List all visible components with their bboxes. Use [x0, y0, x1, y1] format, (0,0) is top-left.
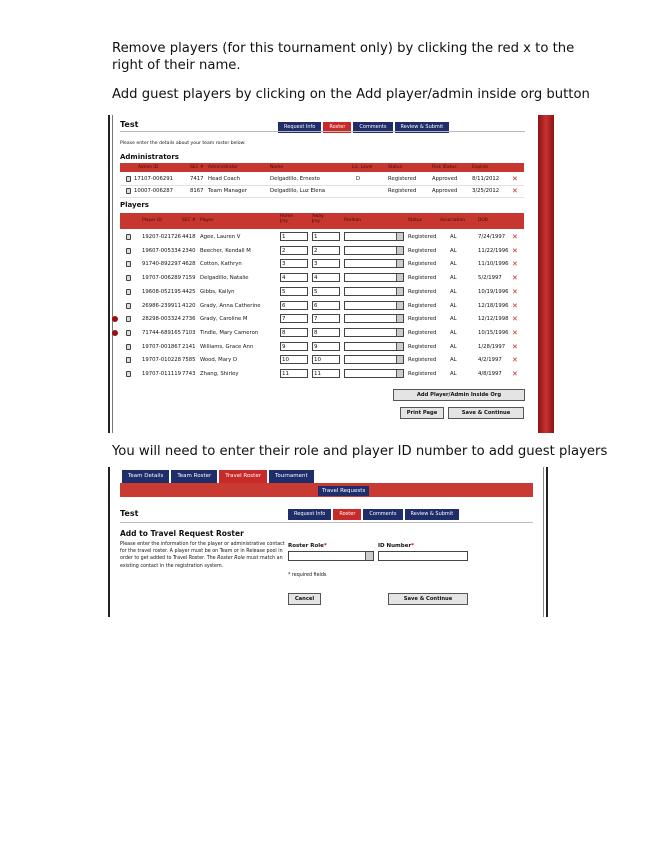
away-jersey-input[interactable]: 2 — [312, 246, 340, 255]
player-status: Registered — [408, 288, 437, 295]
home-jersey-input[interactable]: 7 — [280, 314, 308, 323]
col-sec: SEC # — [190, 165, 204, 170]
position-select[interactable] — [344, 232, 404, 241]
player-name: Gibbs, Kailyn — [200, 288, 235, 295]
add-travel-heading: Add to Travel Request Roster — [120, 529, 244, 538]
player-association: AL — [450, 234, 457, 240]
away-jersey-input[interactable]: 8 — [312, 328, 340, 337]
table-row — [120, 173, 524, 185]
table-row — [120, 354, 524, 366]
table-row — [120, 185, 524, 197]
player-dob: 10/19/1996 — [478, 288, 509, 295]
description-emphasis: Roster Role — [217, 556, 245, 562]
away-jersey-input[interactable]: 11 — [312, 369, 340, 378]
remove-icon[interactable]: ✕ — [512, 246, 518, 255]
player-association: AL — [450, 329, 457, 336]
player-association: AL — [450, 316, 457, 323]
travel-requests-link[interactable]: Travel Requests — [318, 486, 369, 496]
id-number-label — [378, 543, 414, 549]
remove-icon[interactable]: ✕ — [512, 356, 518, 365]
away-jersey-input[interactable]: 4 — [312, 273, 340, 282]
away-jersey-input[interactable]: 7 — [312, 314, 340, 323]
admin-name: Delgadillo, Luz Elena — [270, 188, 326, 194]
player-sec: 2340 — [182, 247, 196, 254]
right-border-inner — [543, 467, 544, 617]
player-sec: 7159 — [182, 275, 196, 282]
player-id: 19608-052195 — [142, 288, 181, 295]
required-fields-note: * required fields — [288, 573, 327, 578]
tab-request-info[interactable]: Request Info — [288, 509, 331, 520]
tab-roster[interactable]: Roster — [323, 122, 351, 133]
player-sec: 4425 — [182, 288, 196, 295]
player-dob: 12/18/1996 — [478, 302, 509, 309]
table-row — [120, 341, 524, 353]
col-risk-status: Risk Status — [432, 165, 457, 170]
admin-risk-status: Approved — [432, 188, 458, 194]
admin-role: Team Manager — [208, 188, 247, 194]
player-association: AL — [450, 371, 457, 377]
col-name: Name — [270, 165, 283, 170]
tab-review-submit[interactable]: Review & Submit — [395, 122, 450, 133]
col-status: Status — [388, 165, 402, 170]
player-name: Williams, Grace Ann — [200, 343, 254, 350]
remove-icon[interactable]: ✕ — [512, 233, 518, 241]
away-jersey-input[interactable]: 10 — [312, 355, 340, 364]
add-player-admin-button[interactable]: Add Player/Admin Inside Org — [393, 389, 525, 401]
col-dob: DOB — [478, 218, 488, 223]
tab-travel-roster[interactable]: Travel Roster — [219, 470, 267, 483]
position-select[interactable] — [344, 342, 404, 351]
remove-icon[interactable]: ✕ — [512, 274, 518, 283]
print-page-button[interactable]: Print Page — [400, 407, 444, 419]
home-jersey-input[interactable]: 5 — [280, 287, 308, 296]
player-id: 91740-892297 — [142, 261, 181, 268]
player-status: Registered — [408, 329, 437, 336]
save-continue-button[interactable]: Save & Continue — [448, 407, 524, 419]
player-dob: 1/28/1997 — [478, 343, 506, 350]
admin-id: 10007-006287 — [134, 188, 173, 194]
release-icon — [112, 316, 118, 322]
col-admin-id: Admin ID — [138, 165, 159, 170]
player-association: AL — [450, 261, 457, 268]
right-border — [546, 467, 548, 617]
col-player-status: Status — [408, 218, 422, 223]
player-sec: 4120 — [182, 302, 196, 309]
lock-icon — [126, 234, 131, 240]
player-sec: 4628 — [182, 261, 196, 268]
player-association: AL — [450, 357, 457, 364]
divider — [120, 131, 525, 132]
lock-icon — [126, 316, 131, 322]
tab-request-info[interactable]: Request Info — [278, 122, 321, 133]
lock-icon — [126, 188, 131, 194]
divider — [120, 522, 533, 523]
roster-description: Please enter the details about your team roster below: — [120, 141, 246, 146]
lock-icon — [126, 303, 131, 309]
home-jersey-input[interactable]: 11 — [280, 369, 308, 378]
table-row — [120, 300, 524, 312]
player-id: 19707-001867 — [142, 343, 181, 350]
home-jersey-input[interactable]: 2 — [280, 246, 308, 255]
away-jersey-input[interactable]: 3 — [312, 259, 340, 268]
player-dob: 4/8/1997 — [478, 371, 502, 377]
id-number-label-text: ID Number — [378, 543, 412, 549]
player-name: Delgadillo, Natalie — [200, 275, 249, 282]
col-association: Association — [440, 218, 465, 223]
remove-icon[interactable]: ✕ — [512, 175, 518, 183]
save-continue-button[interactable]: Save & Continue — [388, 593, 468, 605]
home-jersey-input[interactable]: 8 — [280, 328, 308, 337]
admin-status: Registered — [388, 176, 417, 182]
player-dob: 4/2/1997 — [478, 357, 502, 364]
position-select[interactable] — [344, 314, 404, 323]
side-decoration — [538, 115, 554, 433]
id-number-input[interactable] — [378, 551, 468, 561]
admin-table-header — [120, 163, 524, 172]
admin-lic-level: D — [356, 176, 361, 182]
lock-icon — [126, 275, 131, 281]
roster-role-label-text: Roster Role — [288, 543, 324, 549]
player-name: Cotton, Kathryn — [200, 261, 242, 268]
left-border — [108, 467, 110, 617]
away-jersey-input[interactable]: 1 — [312, 232, 340, 241]
page-title: Test — [120, 509, 139, 518]
lock-icon — [126, 289, 131, 295]
player-name: Tindle, Mary Cameron — [200, 329, 259, 336]
release-icon — [112, 330, 118, 336]
player-status: Registered — [408, 261, 437, 268]
tab-roster[interactable]: Roster — [333, 509, 361, 520]
player-association: AL — [450, 302, 457, 309]
player-id: 71744-689165 — [142, 329, 181, 336]
remove-icon[interactable]: ✕ — [512, 187, 518, 195]
player-sec: 2736 — [182, 316, 196, 323]
player-name: Wood, Mary D — [200, 357, 238, 364]
travel-roster-screenshot — [108, 467, 548, 617]
remove-icon[interactable]: ✕ — [512, 287, 518, 296]
player-id: 19707-011119 — [142, 371, 181, 377]
home-jersey-input[interactable]: 4 — [280, 273, 308, 282]
col-player-id: Player ID — [142, 218, 162, 223]
player-status: Registered — [408, 234, 437, 240]
table-row — [120, 313, 524, 325]
position-select[interactable] — [344, 355, 404, 364]
required-asterisk: * — [411, 543, 415, 549]
col-player: Player — [200, 218, 214, 223]
table-row — [120, 286, 524, 298]
tab-team-details[interactable]: Team Details — [122, 470, 169, 483]
lock-icon — [126, 371, 131, 377]
player-id: 19707-006289 — [142, 275, 181, 282]
player-association: AL — [450, 343, 457, 350]
player-dob: 12/12/1998 — [478, 316, 509, 323]
player-dob: 11/10/1996 — [478, 261, 509, 268]
away-jersey-input[interactable]: 6 — [312, 301, 340, 310]
position-select[interactable] — [344, 246, 404, 255]
admin-id: 17107-006291 — [134, 176, 173, 182]
home-jersey-input[interactable]: 9 — [280, 342, 308, 351]
lock-icon — [126, 176, 131, 182]
position-select[interactable] — [344, 259, 404, 268]
remove-icon[interactable]: ✕ — [512, 370, 518, 378]
left-border-inner — [112, 115, 113, 433]
lock-icon — [126, 248, 131, 254]
lock-icon — [126, 344, 131, 350]
player-status: Registered — [408, 247, 437, 254]
position-select[interactable] — [344, 287, 404, 296]
player-id: 19207-021726 — [142, 234, 181, 240]
remove-icon[interactable]: ✕ — [512, 328, 518, 337]
divider — [120, 197, 524, 198]
administrators-heading: Administrators — [120, 153, 179, 161]
player-id: 19707-010228 — [142, 357, 181, 364]
col-expires: Expires — [472, 165, 489, 170]
col-administrator: Administrator — [208, 165, 238, 170]
remove-icon[interactable]: ✕ — [512, 315, 518, 324]
player-sec: 7585 — [182, 357, 196, 364]
table-row — [120, 368, 524, 380]
instruction-add-guest: Add guest players by clicking on the Add player/admin inside org button — [112, 87, 590, 102]
page-title: Test — [120, 120, 139, 129]
tab-review-submit[interactable]: Review & Submit — [405, 509, 460, 520]
player-status: Registered — [408, 316, 437, 323]
position-select[interactable] — [344, 328, 404, 337]
player-id: 26986-239911 — [142, 302, 181, 309]
players-table-header — [120, 213, 524, 229]
player-name: Grady, Anna Catherine — [200, 302, 261, 309]
player-name: Zhang, Shirley — [200, 371, 239, 377]
col-home-jersey: Home Jrsy — [280, 214, 293, 224]
admin-role: Head Coach — [208, 176, 240, 182]
table-row — [120, 327, 524, 339]
remove-icon[interactable]: ✕ — [512, 301, 518, 310]
table-row — [120, 231, 524, 243]
admin-status: Registered — [388, 188, 417, 194]
player-id: 28298-003324 — [142, 316, 181, 323]
admin-risk-status: Approved — [432, 176, 458, 182]
player-status: Registered — [408, 343, 437, 350]
player-id: 19607-005334 — [142, 247, 181, 254]
col-player-sec: SEC # — [182, 218, 196, 223]
tab-tournament[interactable]: Tournament — [269, 470, 314, 483]
cancel-button[interactable]: Cancel — [288, 593, 321, 605]
table-row — [120, 245, 524, 257]
home-jersey-input[interactable]: 3 — [280, 259, 308, 268]
top-tabs — [122, 470, 314, 483]
tab-comments[interactable]: Comments — [353, 122, 392, 133]
player-sec: 2141 — [182, 343, 196, 350]
player-association: AL — [450, 275, 457, 282]
position-select[interactable] — [344, 369, 404, 378]
instruction-remove-players: Remove players (for this tournament only) by clicking the red x to the right of their name. — [112, 41, 575, 73]
player-dob: 7/24/1997 — [478, 234, 506, 240]
home-jersey-input[interactable]: 6 — [280, 301, 308, 310]
remove-icon[interactable]: ✕ — [512, 260, 518, 269]
away-jersey-input[interactable]: 9 — [312, 342, 340, 351]
col-away-jersey: Away Jrsy — [312, 214, 324, 224]
away-jersey-input[interactable]: 5 — [312, 287, 340, 296]
table-row — [120, 258, 524, 270]
tab-team-roster[interactable]: Team Roster — [171, 470, 217, 483]
lock-icon — [126, 261, 131, 267]
travel-description — [120, 541, 290, 570]
position-select[interactable] — [344, 301, 404, 310]
player-sec: 4418 — [182, 234, 196, 240]
admin-name: Delgadillo, Ernesto — [270, 176, 320, 182]
admin-sec: 8167 — [190, 188, 204, 194]
player-dob: 10/15/1996 — [478, 329, 509, 336]
admin-expires: 3/25/2012 — [472, 188, 500, 194]
player-dob: 5/2/1997 — [478, 275, 502, 282]
table-row — [120, 272, 524, 284]
player-sec: 7103 — [182, 329, 196, 336]
player-status: Registered — [408, 357, 437, 364]
player-dob: 11/22/1996 — [478, 247, 509, 254]
roster-role-select[interactable] — [288, 551, 374, 561]
player-name: Beecher, Kendall M — [200, 247, 251, 254]
description-text-1: Please enter the information for the player or administrative contact for the travel roster. A player must be on Team or in Release pool in order to get added to Travel Roster. The — [120, 542, 285, 562]
admin-expires: 8/11/2012 — [472, 176, 500, 182]
player-association: AL — [450, 247, 457, 254]
col-position: Position — [344, 218, 362, 223]
player-association: AL — [450, 288, 457, 295]
player-status: Registered — [408, 275, 437, 282]
player-status: Registered — [408, 302, 437, 309]
instruction-enter-role: You will need to enter their role and player ID number to add guest players — [112, 444, 608, 459]
lock-icon — [126, 357, 131, 363]
col-lic-level: Lic. Level — [352, 165, 373, 170]
home-jersey-input[interactable]: 1 — [280, 232, 308, 241]
player-name: Grady, Caroline M — [200, 316, 248, 323]
home-jersey-input[interactable]: 10 — [280, 355, 308, 364]
player-name: Agee, Lauren V — [200, 234, 241, 240]
required-asterisk: * — [323, 543, 327, 549]
description-text-2: must match an existing contact in the registration system. — [120, 556, 283, 569]
roster-role-label — [288, 543, 327, 549]
lock-icon — [126, 330, 131, 336]
position-select[interactable] — [344, 273, 404, 282]
players-heading: Players — [120, 201, 149, 209]
request-tabs — [288, 509, 459, 520]
player-status: Registered — [408, 371, 437, 377]
player-sec: 7743 — [182, 371, 196, 377]
left-border — [108, 115, 110, 433]
remove-icon[interactable]: ✕ — [512, 342, 518, 351]
roster-screenshot — [108, 115, 530, 433]
tab-comments[interactable]: Comments — [363, 509, 402, 520]
admin-sec: 7417 — [190, 176, 204, 182]
